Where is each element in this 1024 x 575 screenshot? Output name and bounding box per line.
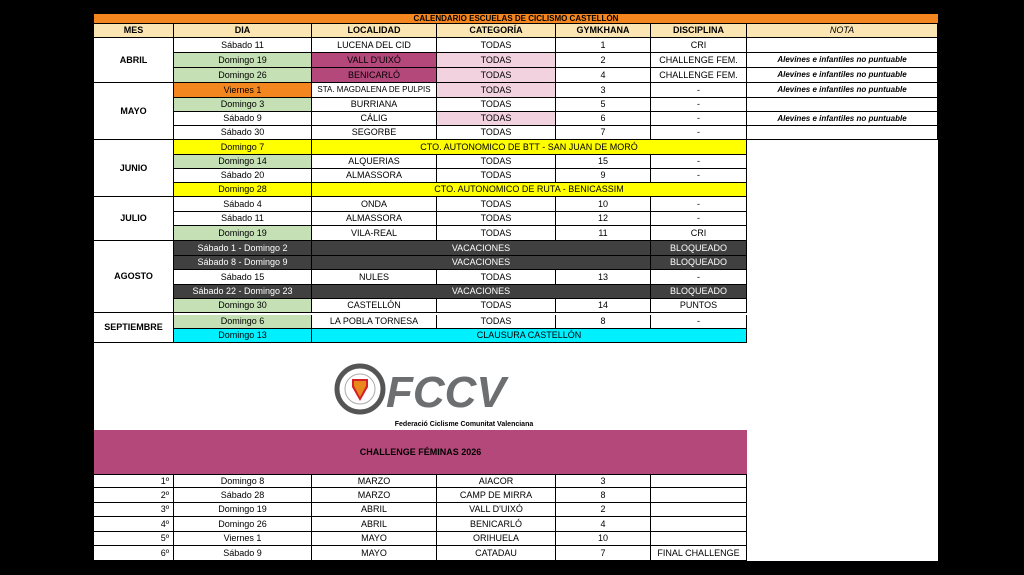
row-gymkhana: 12 xyxy=(556,212,651,226)
row-dia: Sábado 9 xyxy=(174,112,312,126)
row-gymkhana: 15 xyxy=(556,155,651,169)
challenge-dia: Sábado 28 xyxy=(174,488,312,503)
challenge-dia: Domingo 19 xyxy=(174,503,312,517)
header-disciplina: DISCIPLINA xyxy=(651,23,747,38)
row-categoria: TODAS xyxy=(437,315,556,329)
challenge-gymkhana: 3 xyxy=(556,474,651,488)
row-dia: Domingo 19 xyxy=(174,226,312,241)
row-dia: Domingo 13 xyxy=(174,329,312,343)
row-localidad: LUCENA DEL CID xyxy=(312,38,437,53)
calendar-sheet xyxy=(94,14,938,561)
vacation-banner: VACACIONES xyxy=(312,256,651,270)
row-categoria: TODAS xyxy=(437,83,556,98)
challenge-gymkhana: 4 xyxy=(556,517,651,532)
row-categoria: TODAS xyxy=(437,155,556,169)
row-localidad: STA. MAGDALENA DE PULPIS xyxy=(312,83,437,98)
header-gymkhana: GYMKHANA xyxy=(556,23,651,38)
row-localidad: SEGORBE xyxy=(312,126,437,140)
row-categoria: TODAS xyxy=(437,98,556,112)
row-nota xyxy=(747,126,938,140)
row-nota: Alevines e infantiles no puntuable xyxy=(747,53,938,68)
row-dia: Viernes 1 xyxy=(174,83,312,98)
row-localidad: VALL D'UIXÓ xyxy=(312,53,437,68)
challenge-nota xyxy=(651,517,747,532)
row-disciplina: CHALLENGE FEM. xyxy=(651,53,747,68)
row-dia: Domingo 14 xyxy=(174,155,312,169)
row-disciplina: CRI xyxy=(651,226,747,241)
row-localidad: ALMASSORA xyxy=(312,169,437,183)
challenge-position: 2º xyxy=(94,488,174,503)
row-dia: Domingo 7 xyxy=(174,140,312,155)
row-dia: Sábado 1 - Domingo 2 xyxy=(174,241,312,256)
row-nota: Alevines e infantiles no puntuable xyxy=(747,83,938,98)
row-disciplina: - xyxy=(651,83,747,98)
challenge-gymkhana: 7 xyxy=(556,546,651,561)
row-gymkhana: 9 xyxy=(556,169,651,183)
row-gymkhana: 1 xyxy=(556,38,651,53)
row-categoria: TODAS xyxy=(437,197,556,212)
month-mayo: MAYO xyxy=(94,83,174,140)
challenge-position: 5º xyxy=(94,532,174,546)
challenge-position: 1º xyxy=(94,474,174,488)
row-dia: Sábado 20 xyxy=(174,169,312,183)
challenge-localidad: VALL D'UIXÓ xyxy=(437,503,556,517)
row-categoria: TODAS xyxy=(437,38,556,53)
challenge-nota xyxy=(651,474,747,488)
row-disciplina: - xyxy=(651,212,747,226)
row-disciplina: BLOQUEADO xyxy=(651,285,747,299)
row-localidad: BENICARLÓ xyxy=(312,68,437,83)
challenge-dia: Sábado 9 xyxy=(174,546,312,561)
row-dia: Sábado 30 xyxy=(174,126,312,140)
row-disciplina: - xyxy=(651,169,747,183)
row-disciplina: - xyxy=(651,270,747,285)
month-abril: ABRIL xyxy=(94,38,174,83)
row-nota: Alevines e infantiles no puntuable xyxy=(747,112,938,126)
row-nota xyxy=(747,38,938,53)
closing-banner: CLAUSURA CASTELLÓN xyxy=(312,329,747,343)
challenge-dia: Domingo 8 xyxy=(174,474,312,488)
row-gymkhana: 5 xyxy=(556,98,651,112)
challenge-localidad: CAMP DE MIRRA xyxy=(437,488,556,503)
row-dia: Domingo 28 xyxy=(174,183,312,197)
row-categoria: TODAS xyxy=(437,112,556,126)
header-mes: MES xyxy=(94,23,174,38)
month-julio: JULIO xyxy=(94,197,174,241)
challenge-nota xyxy=(651,503,747,517)
month-junio: JUNIO xyxy=(94,140,174,197)
header-localidad: LOCALIDAD xyxy=(312,23,437,38)
row-disciplina: - xyxy=(651,126,747,140)
header-nota: NOTA xyxy=(747,23,938,38)
row-nota: Alevines e infantiles no puntuable xyxy=(747,68,938,83)
row-localidad: NULES xyxy=(312,270,437,285)
row-gymkhana: 10 xyxy=(556,197,651,212)
challenge-localidad: CATADAU xyxy=(437,546,556,561)
row-categoria: TODAS xyxy=(437,212,556,226)
row-disciplina: - xyxy=(651,197,747,212)
row-dia: Sábado 15 xyxy=(174,270,312,285)
row-localidad: CASTELLÓN xyxy=(312,299,437,313)
row-localidad: LA POBLA TORNESA xyxy=(312,315,437,329)
row-disciplina: BLOQUEADO xyxy=(651,256,747,270)
row-categoria: TODAS xyxy=(437,299,556,313)
challenge-nota xyxy=(651,488,747,503)
row-categoria: TODAS xyxy=(437,53,556,68)
logo-wordmark: FCCV xyxy=(386,368,506,417)
vacation-banner: VACACIONES xyxy=(312,285,651,299)
row-dia: Sábado 22 - Domingo 23 xyxy=(174,285,312,299)
row-disciplina: - xyxy=(651,98,747,112)
challenge-nota xyxy=(651,532,747,546)
row-gymkhana: 8 xyxy=(556,315,651,329)
challenge-mes: MARZO xyxy=(312,488,437,503)
row-disciplina: CRI xyxy=(651,38,747,53)
challenge-position: 4º xyxy=(94,517,174,532)
challenge-position: 6º xyxy=(94,546,174,561)
challenge-dia: Domingo 26 xyxy=(174,517,312,532)
challenge-gymkhana: 2 xyxy=(556,503,651,517)
row-dia: Sábado 11 xyxy=(174,212,312,226)
row-gymkhana: 2 xyxy=(556,53,651,68)
challenge-nota: FINAL CHALLENGE xyxy=(651,546,747,561)
challenge-gymkhana: 10 xyxy=(556,532,651,546)
challenge-mes: MARZO xyxy=(312,474,437,488)
row-dia: Domingo 19 xyxy=(174,53,312,68)
row-disciplina: PUNTOS xyxy=(651,299,747,313)
challenge-localidad: BENICARLÓ xyxy=(437,517,556,532)
row-disciplina: - xyxy=(651,155,747,169)
row-dia: Domingo 3 xyxy=(174,98,312,112)
row-gymkhana: 6 xyxy=(556,112,651,126)
row-gymkhana: 11 xyxy=(556,226,651,241)
vacation-banner: VACACIONES xyxy=(312,241,651,256)
row-gymkhana: 7 xyxy=(556,126,651,140)
row-gymkhana: 14 xyxy=(556,299,651,313)
fccv-logo xyxy=(334,359,594,439)
row-localidad: ALQUERIAS xyxy=(312,155,437,169)
logo-subtitle: Federació Ciclisme Comunitat Valenciana xyxy=(394,421,534,428)
row-nota xyxy=(747,98,938,112)
calendar-title: CALENDARIO ESCUELAS DE CICLISMO CASTELLÓN xyxy=(94,14,938,23)
challenge-dia: Viernes 1 xyxy=(174,532,312,546)
row-localidad: ALMASSORA xyxy=(312,212,437,226)
event-banner: CTO. AUTONOMICO DE BTT - SAN JUAN DE MORÓ xyxy=(312,140,747,155)
row-categoria: TODAS xyxy=(437,226,556,241)
row-categoria: TODAS xyxy=(437,169,556,183)
row-gymkhana: 4 xyxy=(556,68,651,83)
event-banner: CTO. AUTONOMICO DE RUTA - BENICASSIM xyxy=(312,183,747,197)
row-categoria: TODAS xyxy=(437,126,556,140)
challenge-localidad: ORIHUELA xyxy=(437,532,556,546)
row-disciplina: - xyxy=(651,112,747,126)
row-disciplina: BLOQUEADO xyxy=(651,241,747,256)
row-gymkhana: 13 xyxy=(556,270,651,285)
challenge-localidad: AIACOR xyxy=(437,474,556,488)
challenge-mes: ABRIL xyxy=(312,503,437,517)
row-dia: Domingo 26 xyxy=(174,68,312,83)
row-localidad: VILA-REAL xyxy=(312,226,437,241)
header-categoria: CATEGORÍA xyxy=(437,23,556,38)
row-disciplina: - xyxy=(651,315,747,329)
month-agosto: AGOSTO xyxy=(94,241,174,313)
row-dia: Sábado 11 xyxy=(174,38,312,53)
challenge-mes: MAYO xyxy=(312,532,437,546)
header-dia: DIA xyxy=(174,23,312,38)
row-dia: Sábado 8 - Domingo 9 xyxy=(174,256,312,270)
row-dia: Domingo 30 xyxy=(174,299,312,313)
challenge-mes: MAYO xyxy=(312,546,437,561)
challenge-gymkhana: 8 xyxy=(556,488,651,503)
row-dia: Domingo 6 xyxy=(174,315,312,329)
challenge-mes: ABRIL xyxy=(312,517,437,532)
challenge-title: CHALLENGE FÉMINAS 2026 xyxy=(94,430,747,474)
row-localidad: ONDA xyxy=(312,197,437,212)
row-dia: Sábado 4 xyxy=(174,197,312,212)
month-septiembre: SEPTIEMBRE xyxy=(94,313,174,343)
row-disciplina: CHALLENGE FEM. xyxy=(651,68,747,83)
challenge-position: 3º xyxy=(94,503,174,517)
row-gymkhana: 3 xyxy=(556,83,651,98)
row-categoria: TODAS xyxy=(437,270,556,285)
row-categoria: TODAS xyxy=(437,68,556,83)
row-localidad: CÁLIG xyxy=(312,112,437,126)
fccv-logo-graphic xyxy=(334,359,594,421)
row-localidad: BURRIANA xyxy=(312,98,437,112)
